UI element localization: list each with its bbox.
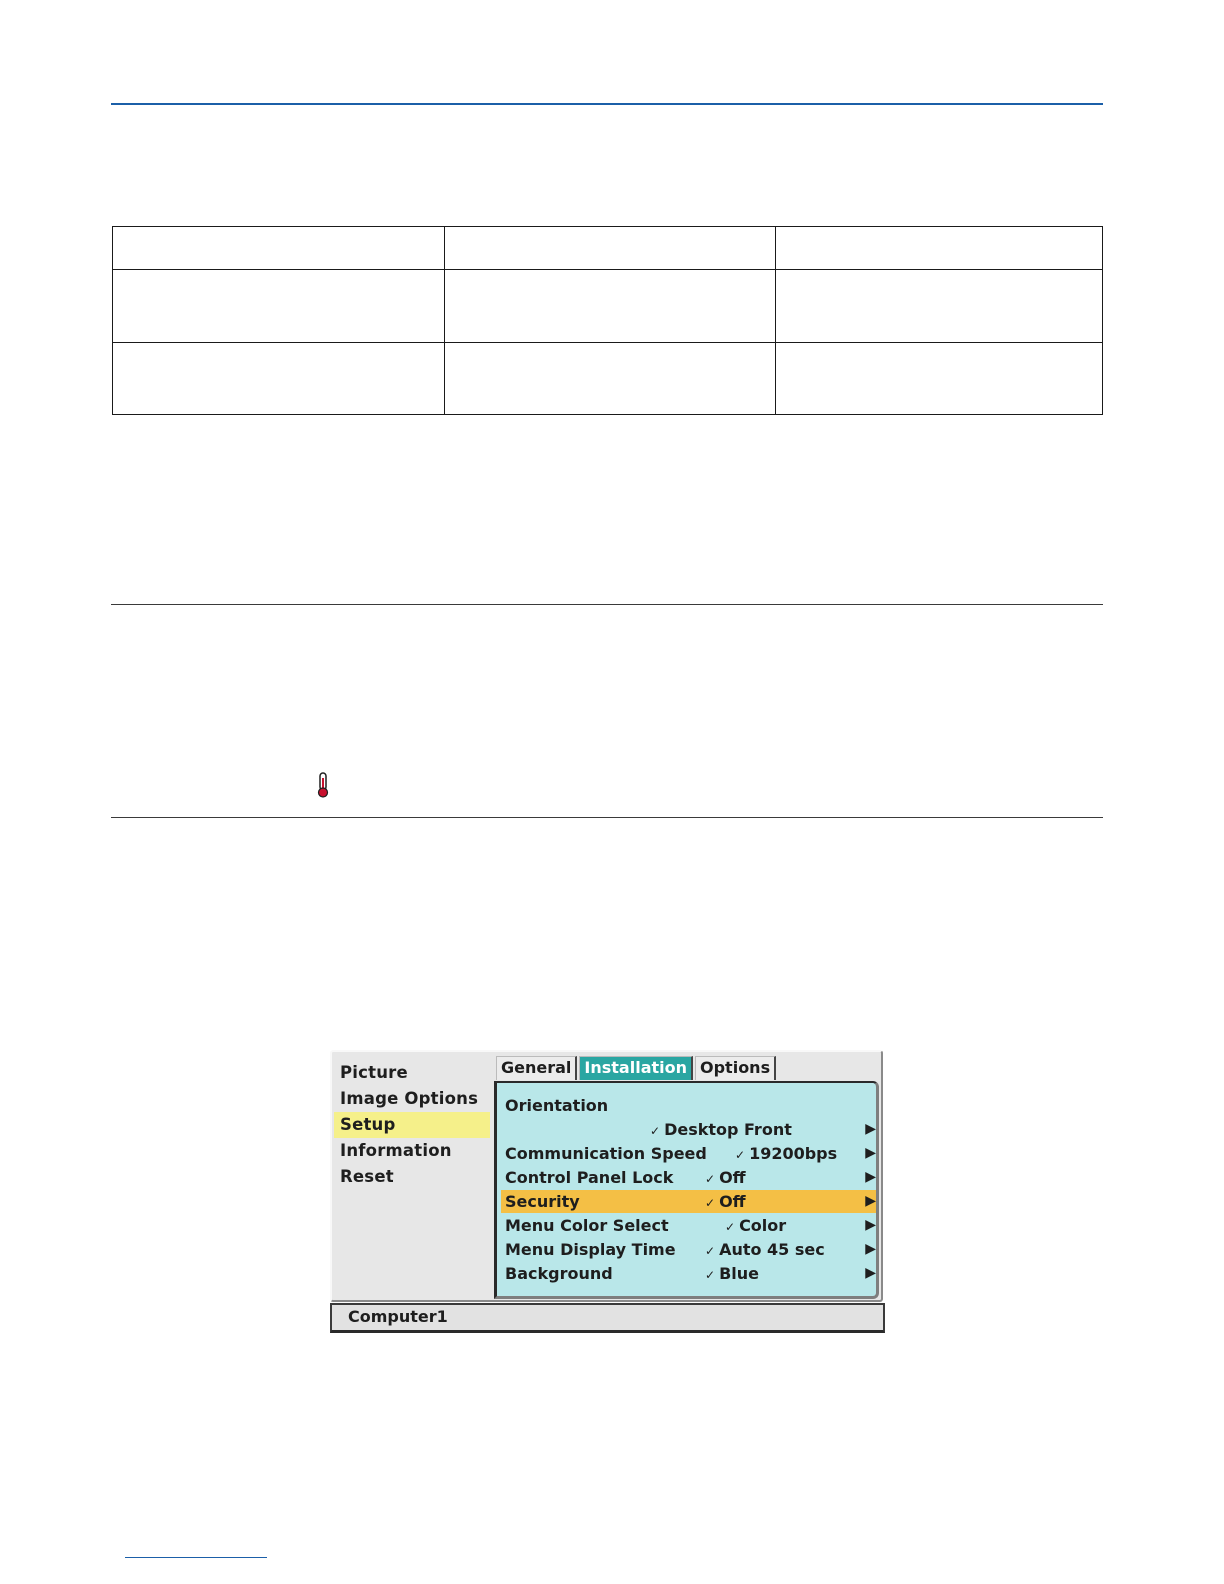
data-table bbox=[112, 226, 1103, 415]
setting-value: ✓ Auto 45 sec bbox=[705, 1240, 825, 1259]
setting-row-communication-speed[interactable] bbox=[501, 1142, 876, 1165]
setting-row-control-panel-lock[interactable] bbox=[501, 1166, 876, 1189]
setting-label: Control Panel Lock bbox=[505, 1168, 674, 1187]
table-cell bbox=[776, 343, 1103, 415]
check-icon: ✓ bbox=[735, 1148, 746, 1162]
setting-value: ✓ 19200bps bbox=[735, 1144, 838, 1163]
table-cell bbox=[445, 227, 776, 270]
table-cell bbox=[776, 270, 1103, 343]
arrow-right-icon[interactable]: ▶ bbox=[865, 1193, 876, 1209]
orientation-value: ✓ Desktop Front bbox=[650, 1120, 792, 1139]
tab-general[interactable]: General bbox=[496, 1056, 577, 1080]
source-label: Computer1 bbox=[348, 1307, 448, 1326]
setting-row-menu-display-time[interactable] bbox=[501, 1238, 876, 1261]
osd-menu bbox=[330, 1050, 885, 1334]
osd-sidebar bbox=[334, 1060, 490, 1190]
source-status-bar bbox=[330, 1303, 885, 1333]
setting-row-security[interactable] bbox=[501, 1190, 876, 1213]
table-row bbox=[113, 270, 1103, 343]
orientation-heading-row bbox=[501, 1094, 876, 1117]
table-cell bbox=[113, 227, 445, 270]
check-icon: ✓ bbox=[705, 1244, 716, 1258]
setting-label: Menu Display Time bbox=[505, 1240, 676, 1259]
setting-label: Security bbox=[505, 1192, 580, 1211]
arrow-right-icon[interactable]: ▶ bbox=[865, 1265, 876, 1281]
table-cell bbox=[113, 343, 445, 415]
osd-tabs bbox=[496, 1056, 778, 1080]
header-rule bbox=[111, 103, 1103, 105]
setting-row-menu-color-select[interactable] bbox=[501, 1214, 876, 1237]
setting-label: Background bbox=[505, 1264, 613, 1283]
footer-link-rule bbox=[125, 1557, 267, 1558]
sidebar-item-reset[interactable]: Reset bbox=[340, 1167, 394, 1186]
arrow-right-icon[interactable]: ▶ bbox=[865, 1217, 876, 1233]
check-icon: ✓ bbox=[705, 1196, 716, 1210]
sidebar-item-image-options[interactable]: Image Options bbox=[340, 1089, 479, 1108]
arrow-right-icon[interactable]: ▶ bbox=[865, 1241, 876, 1257]
settings-panel bbox=[494, 1081, 879, 1299]
orientation-label: Orientation bbox=[505, 1096, 609, 1115]
check-icon: ✓ bbox=[725, 1220, 736, 1234]
table-cell bbox=[445, 270, 776, 343]
check-icon: ✓ bbox=[705, 1268, 716, 1282]
setting-value: ✓ Color bbox=[725, 1216, 787, 1235]
sidebar-item-picture[interactable]: Picture bbox=[340, 1063, 408, 1082]
setting-row-background[interactable] bbox=[501, 1262, 876, 1285]
section-divider bbox=[111, 604, 1103, 605]
section-divider bbox=[111, 817, 1103, 818]
table-cell bbox=[776, 227, 1103, 270]
tab-options[interactable]: Options bbox=[695, 1056, 776, 1080]
setting-label: Menu Color Select bbox=[505, 1216, 669, 1235]
tab-installation[interactable]: Installation bbox=[579, 1056, 693, 1080]
arrow-right-icon[interactable]: ▶ bbox=[865, 1145, 876, 1161]
table-row bbox=[113, 227, 1103, 270]
setting-label: Communication Speed bbox=[505, 1144, 707, 1163]
setting-value: ✓ Off bbox=[705, 1192, 746, 1211]
setting-value: ✓ Blue bbox=[705, 1264, 759, 1283]
table-cell bbox=[445, 343, 776, 415]
arrow-right-icon[interactable]: ▶ bbox=[865, 1169, 876, 1185]
check-icon: ✓ bbox=[650, 1124, 661, 1138]
setting-value: ✓ Off bbox=[705, 1168, 746, 1187]
thermometer-icon bbox=[317, 772, 329, 798]
arrow-right-icon[interactable]: ▶ bbox=[865, 1121, 876, 1137]
check-icon: ✓ bbox=[705, 1172, 716, 1186]
sidebar-item-setup[interactable]: Setup bbox=[334, 1112, 490, 1138]
sidebar-item-information[interactable]: Information bbox=[340, 1141, 452, 1160]
table-cell bbox=[113, 270, 445, 343]
orientation-value-row[interactable] bbox=[501, 1118, 876, 1141]
table-row bbox=[113, 343, 1103, 415]
